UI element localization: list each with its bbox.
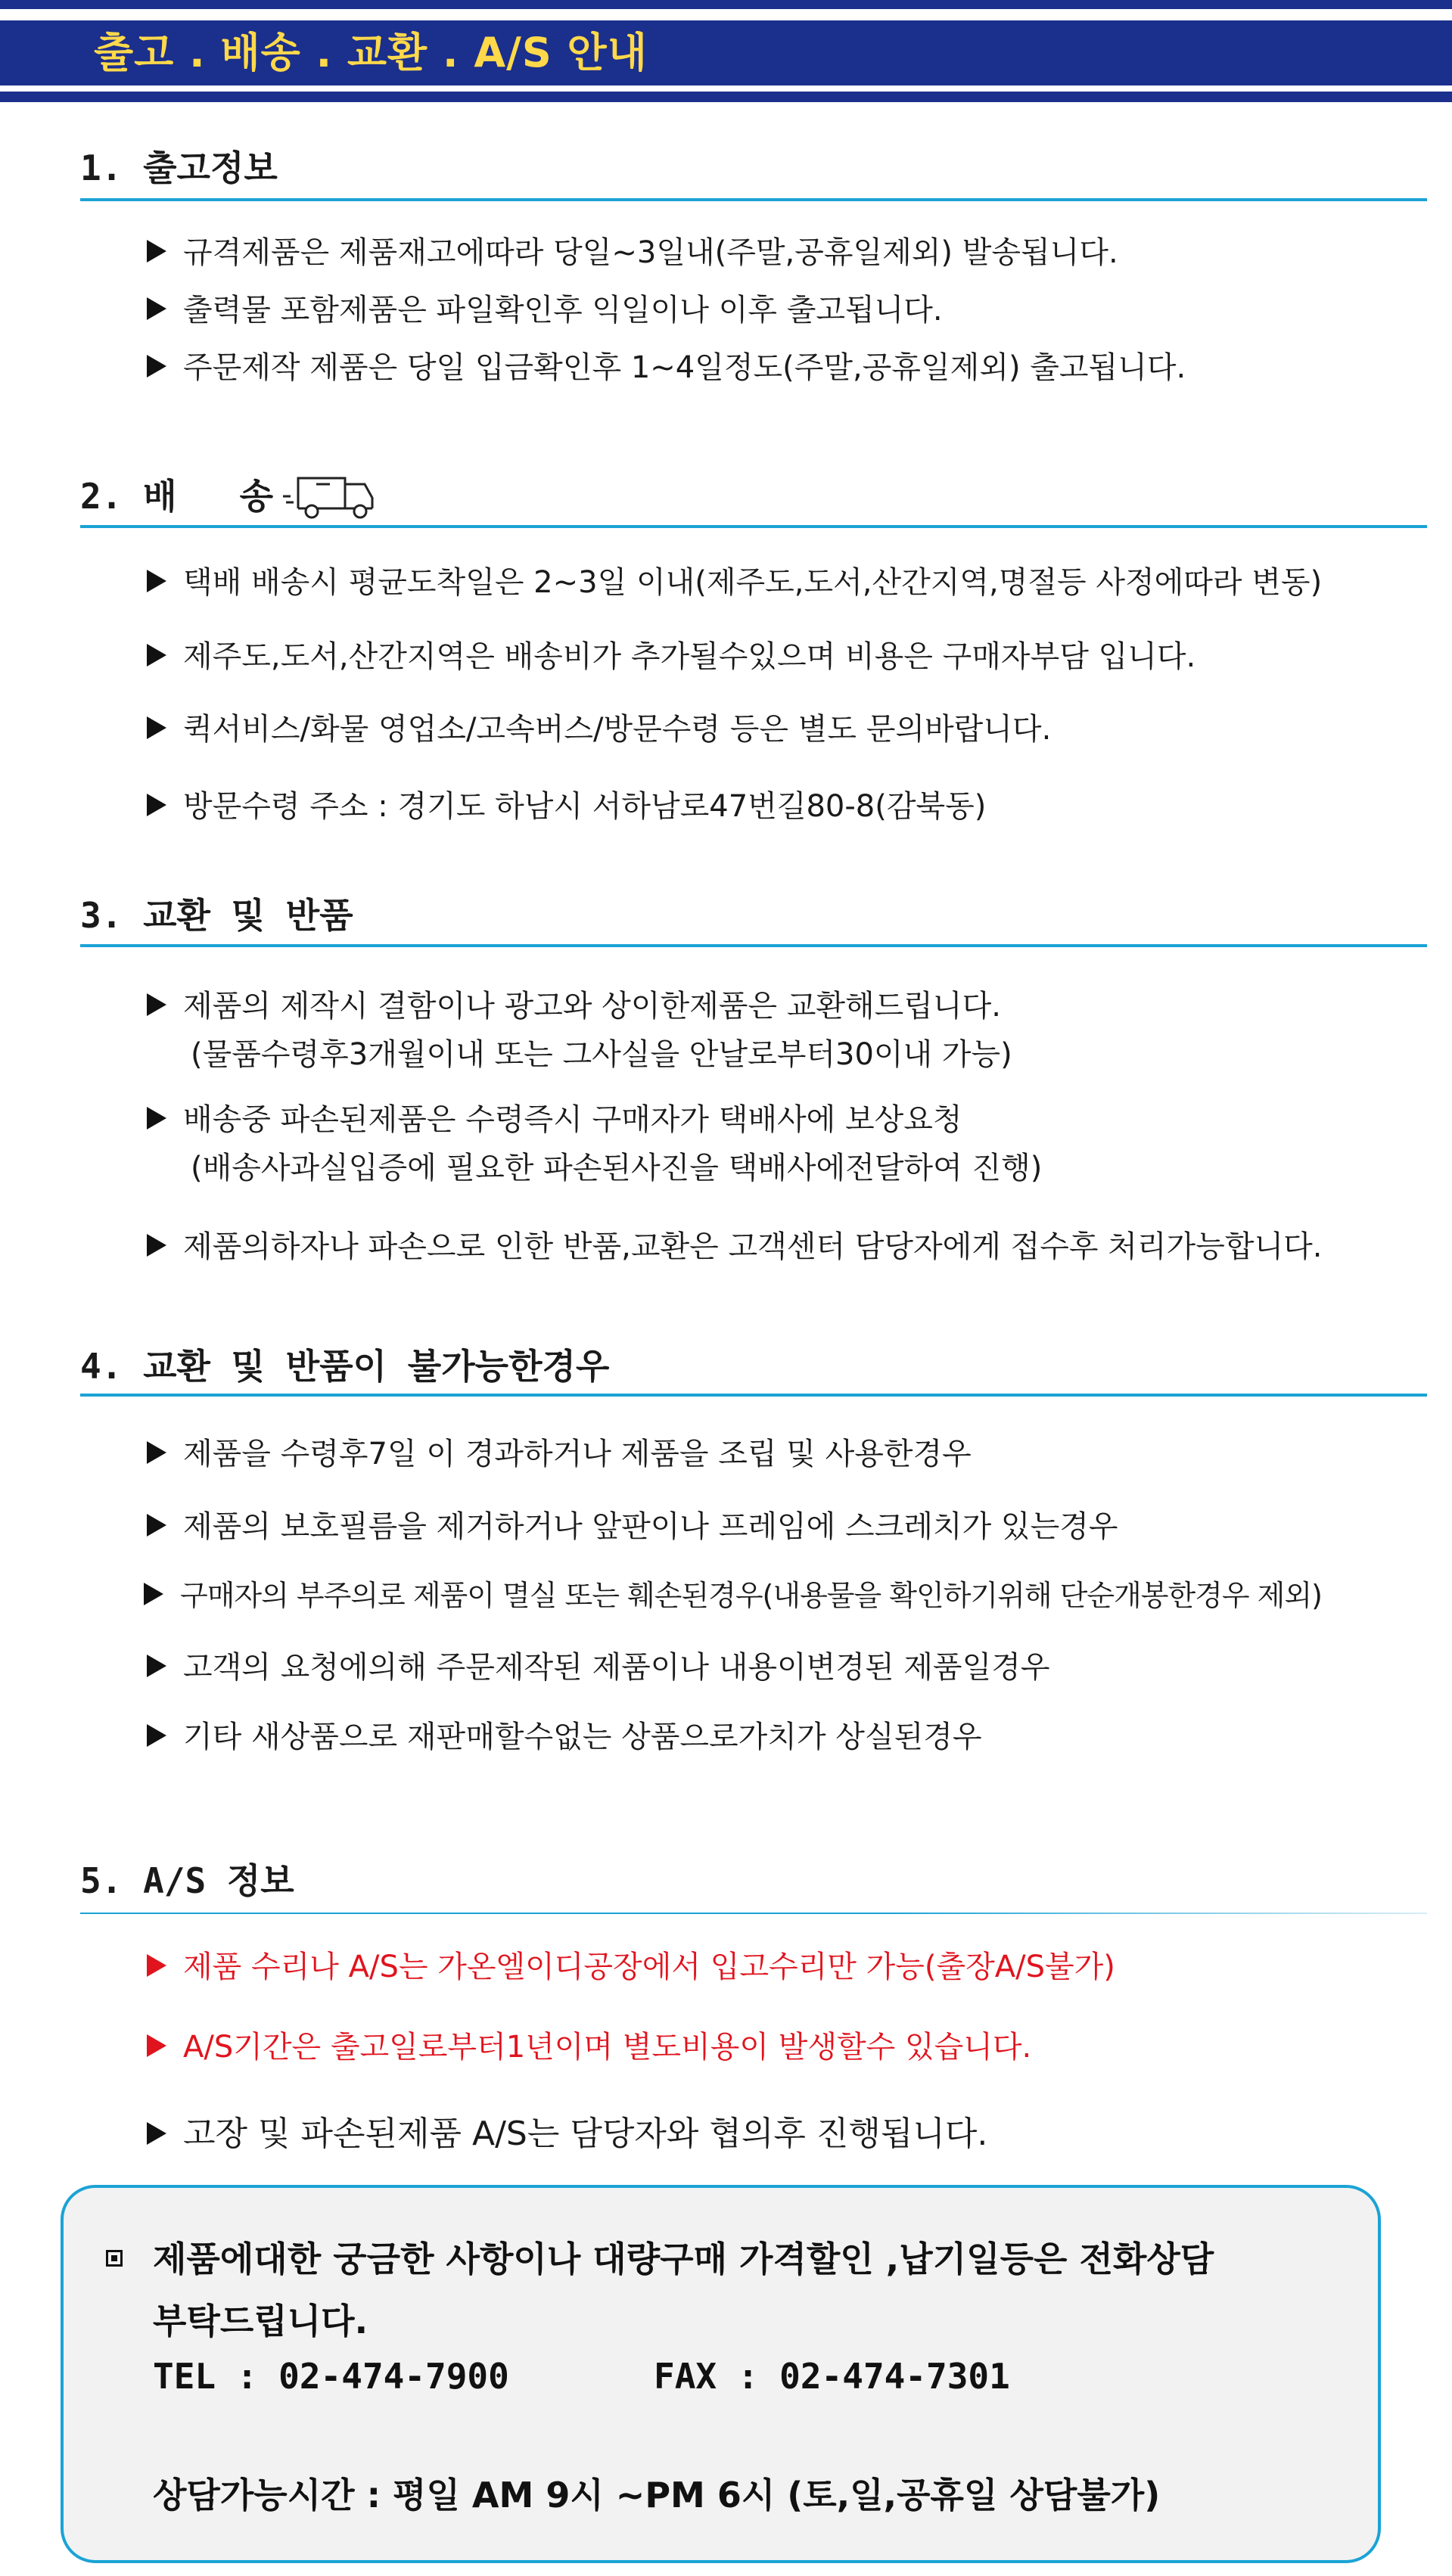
bullet-triangle-icon bbox=[147, 1514, 166, 1537]
bullet-triangle-icon bbox=[147, 644, 166, 667]
section-heading: 5. A/S 정보 bbox=[80, 1860, 294, 1901]
section-heading: 2. 배 송 bbox=[80, 469, 1427, 511]
section-divider bbox=[80, 944, 1427, 947]
list-item: 제품의 제작시 결함이나 광고와 상이한제품은 교환해드립니다. bbox=[147, 982, 1001, 1025]
list-item: 퀵서비스/화물 영업소/고속버스/방문수령 등은 별도 문의바랍니다. bbox=[147, 705, 1051, 748]
bullet-triangle-icon bbox=[147, 1107, 166, 1130]
bullet-triangle-icon bbox=[147, 993, 166, 1016]
bullet-triangle-icon bbox=[147, 1234, 166, 1257]
section-divider bbox=[80, 1394, 1427, 1397]
bullet-triangle-icon bbox=[147, 355, 166, 378]
delivery-truck-icon bbox=[283, 471, 404, 520]
list-item: A/S기간은 출고일로부터1년이며 별도비용이 발생할수 있습니다. bbox=[147, 2023, 1031, 2066]
section-exchange-return bbox=[80, 888, 1427, 1264]
header-top-rule bbox=[0, 0, 1452, 9]
bullet-triangle-icon bbox=[144, 1583, 163, 1605]
bullet-triangle-icon bbox=[147, 1655, 166, 1677]
list-item: 제품을 수령후7일 이 경과하거나 제품을 조립 및 사용한경우 bbox=[147, 1430, 972, 1473]
bullet-triangle-icon bbox=[147, 570, 166, 592]
section-as-info bbox=[80, 1854, 1427, 2153]
contact-fax: FAX : 02-474-7301 bbox=[654, 2356, 1010, 2397]
section-heading: 4. 교환 및 반품이 불가능한경우 bbox=[80, 1346, 610, 1387]
bullet-triangle-icon bbox=[147, 2122, 166, 2145]
contact-hours: 상담가능시간 : 평일 AM 9시 ~PM 6시 (토,일,공휴일 상담불가) bbox=[153, 2475, 1161, 2515]
section-heading: 3. 교환 및 반품 bbox=[80, 895, 353, 936]
list-item: 제주도,도서,산간지역은 배송비가 추가될수있으며 비용은 구매자부담 입니다. bbox=[147, 632, 1195, 676]
bullet-triangle-icon bbox=[147, 2034, 166, 2057]
list-item: 고객의 요청에의해 주문제작된 제품이나 내용이변경된 제품일경우 bbox=[147, 1643, 1050, 1686]
section-non-returnable bbox=[80, 1339, 1427, 1754]
square-bullet-icon bbox=[106, 2250, 123, 2267]
contact-text-line1: 제품에대한 궁금한 사항이나 대량구매 가격할인 ,납기일등은 전화상담 bbox=[153, 2239, 1214, 2279]
list-item-note: (배송사과실입증에 필요한 파손된사진을 택배사에전달하여 진행) bbox=[191, 1151, 1043, 1185]
contact-info-box bbox=[61, 2185, 1381, 2563]
page-title: 출고 . 배송 . 교환 . A/S 안내 bbox=[94, 29, 648, 76]
bullet-triangle-icon bbox=[147, 794, 166, 816]
bullet-triangle-icon bbox=[147, 1441, 166, 1464]
bullet-triangle-icon bbox=[147, 716, 166, 739]
section-divider bbox=[80, 198, 1427, 201]
list-item: 배송중 파손된제품은 수령즉시 구매자가 택배사에 보상요청 bbox=[147, 1095, 962, 1139]
section-shipping-info bbox=[80, 141, 1427, 385]
section-divider bbox=[80, 1913, 1427, 1914]
bullet-triangle-icon bbox=[147, 297, 166, 320]
section-heading: 1. 출고정보 bbox=[80, 148, 278, 188]
list-item: 제품의하자나 파손으로 인한 반품,교환은 고객센터 담당자에게 접수후 처리가능합니다. bbox=[147, 1223, 1322, 1266]
list-item: 규격제품은 제품재고에따라 당일~3일내(주말,공휴일제외) 발송됩니다. bbox=[147, 228, 1118, 272]
list-item: 택배 배송시 평균도착일은 2~3일 이내(제주도,도서,산간지역,명절등 사정에따라 변동) bbox=[147, 558, 1322, 601]
section-delivery bbox=[80, 469, 1427, 824]
list-item: 방문수령 주소 : 경기도 하남시 서하남로47번길80-8(감북동) bbox=[147, 782, 986, 825]
bullet-triangle-icon bbox=[147, 1724, 166, 1747]
bullet-triangle-icon bbox=[147, 1954, 166, 1977]
section-divider bbox=[80, 525, 1427, 528]
list-item: 주문제작 제품은 당일 입금확인후 1~4일정도(주말,공휴일제외) 출고됩니다. bbox=[147, 343, 1186, 387]
list-item: 제품 수리나 A/S는 가온엘이디공장에서 입고수리만 가능(출장A/S불가) bbox=[147, 1943, 1115, 1986]
contact-text-line2: 부탁드립니다. bbox=[153, 2301, 368, 2341]
contact-tel: TEL : 02-474-7900 bbox=[153, 2356, 509, 2397]
list-item: 기타 새상품으로 재판매할수없는 상품으로가치가 상실된경우 bbox=[147, 1713, 982, 1756]
list-item: 고장 및 파손된제품 A/S는 담당자와 협의후 진행됩니다. bbox=[147, 2106, 987, 2155]
list-item: 구매자의 부주의로 제품이 멸실 또는 훼손된경우(내용물을 확인하기위해 단순개봉한경우 제외) bbox=[144, 1572, 1322, 1614]
bullet-triangle-icon bbox=[147, 240, 166, 263]
list-item: 제품의 보호필름을 제거하거나 앞판이나 프레임에 스크레치가 있는경우 bbox=[147, 1502, 1118, 1546]
header-banner bbox=[0, 0, 1452, 107]
list-item-note: (물품수령후3개월이내 또는 그사실을 안날로부터30이내 가능) bbox=[191, 1037, 1012, 1072]
list-item: 출력물 포함제품은 파일확인후 익일이나 이후 출고됩니다. bbox=[147, 286, 943, 329]
header-bottom-rule bbox=[0, 92, 1452, 102]
